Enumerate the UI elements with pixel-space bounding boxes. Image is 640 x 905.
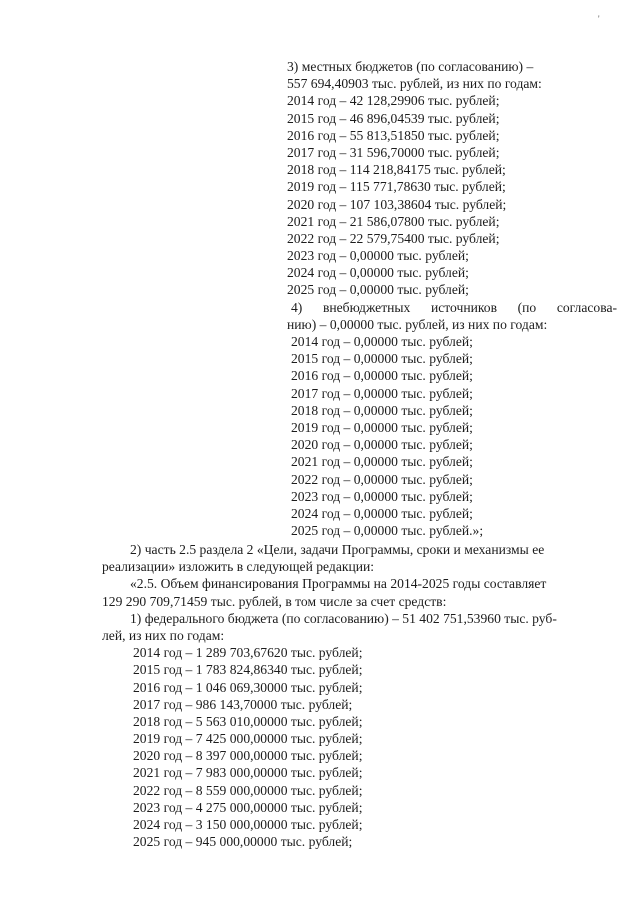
amendment-line: реализации» изложить в следующей редакции: bbox=[102, 559, 375, 575]
year-line: 2024 год – 3 150 000,00000 тыс. рублей; bbox=[133, 817, 363, 832]
year-line: 2023 год – 0,00000 тыс. рублей; bbox=[291, 488, 473, 504]
local-budget-total: 557 694,40903 тыс. рублей, из них по годам: bbox=[287, 76, 542, 92]
year-line: 2022 год – 22 579,75400 тыс. рублей; bbox=[287, 230, 500, 246]
year-line: 2020 год – 107 103,38604 тыс. рублей; bbox=[287, 196, 507, 212]
extrabudget-total: нию) – 0,00000 тыс. рублей, из них по годам: bbox=[287, 316, 548, 332]
year-line: 2017 год – 31 596,70000 тыс. рублей; bbox=[287, 144, 500, 160]
federal-budget-years bbox=[102, 644, 622, 850]
year-line: 2016 год – 55 813,51850 тыс. рублей; bbox=[287, 127, 500, 143]
year-line: 2022 год – 8 559 000,00000 тыс. рублей; bbox=[133, 782, 363, 798]
amendment-line: 129 290 709,71459 тыс. рублей, в том числе за счет средств: bbox=[102, 593, 447, 609]
year-line: 2024 год – 0,00000 тыс. рублей; bbox=[287, 265, 469, 281]
year-line: 2020 год – 8 397 000,00000 тыс. рублей; bbox=[133, 748, 363, 764]
year-line: 2023 год – 4 275 000,00000 тыс. рублей; bbox=[133, 799, 363, 815]
year-line: 2015 год – 1 783 824,86340 тыс. рублей; bbox=[133, 662, 363, 678]
local-and-extrabudget-block bbox=[287, 58, 617, 539]
year-line: 2016 год – 1 046 069,30000 тыс. рублей; bbox=[133, 679, 363, 695]
federal-budget-heading: 1) федерального бюджета (по согласованию) – 51 402 751,53960 тыс. руб- bbox=[130, 610, 557, 626]
amendment-line: «2.5. Объем финансирования Программы на 2014-2025 годы составляет bbox=[130, 576, 547, 592]
year-line: 2023 год – 0,00000 тыс. рублей; bbox=[287, 248, 469, 264]
year-line: 2014 год – 42 128,29906 тыс. рублей; bbox=[287, 93, 500, 109]
year-line: 2024 год – 0,00000 тыс. рублей; bbox=[291, 505, 473, 521]
amendment-block bbox=[102, 541, 622, 850]
year-line: 2021 год – 21 586,07800 тыс. рублей; bbox=[287, 213, 500, 229]
extrabudget-years bbox=[287, 333, 617, 539]
year-line: 2021 год – 7 983 000,00000 тыс. рублей; bbox=[133, 765, 363, 781]
year-line: 2017 год – 0,00000 тыс. рублей; bbox=[291, 385, 473, 401]
extrabudget-heading: 4) внебюджетных источников (по согласова- bbox=[291, 299, 617, 315]
year-line: 2019 год – 0,00000 тыс. рублей; bbox=[291, 419, 473, 435]
year-line: 2018 год – 114 218,84175 тыс. рублей; bbox=[287, 162, 506, 178]
year-line: 2025 год – 0,00000 тыс. рублей; bbox=[287, 282, 469, 298]
federal-budget-subheading: лей, из них по годам: bbox=[102, 627, 225, 643]
year-line: 2019 год – 115 771,78630 тыс. рублей; bbox=[287, 179, 506, 195]
year-line: 2019 год – 7 425 000,00000 тыс. рублей; bbox=[133, 731, 363, 747]
year-line: 2015 год – 46 896,04539 тыс. рублей; bbox=[287, 110, 500, 126]
scan-mark: ' bbox=[598, 14, 600, 24]
local-budget-heading: 3) местных бюджетов (по согласованию) – bbox=[287, 59, 534, 74]
year-line: 2014 год – 1 289 703,67620 тыс. рублей; bbox=[133, 645, 363, 661]
local-budget-years bbox=[287, 92, 617, 298]
year-line: 2016 год – 0,00000 тыс. рублей; bbox=[291, 368, 473, 384]
year-line: 2021 год – 0,00000 тыс. рублей; bbox=[291, 454, 473, 470]
amendment-line: 2) часть 2.5 раздела 2 «Цели, задачи Программы, сроки и механизмы ее bbox=[130, 542, 545, 557]
year-line: 2025 год – 945 000,00000 тыс. рублей; bbox=[133, 834, 353, 850]
year-line: 2018 год – 0,00000 тыс. рублей; bbox=[291, 402, 473, 418]
year-line: 2022 год – 0,00000 тыс. рублей; bbox=[291, 471, 473, 487]
year-line: 2017 год – 986 143,70000 тыс. рублей; bbox=[133, 696, 353, 712]
year-line: 2015 год – 0,00000 тыс. рублей; bbox=[291, 351, 473, 367]
year-line: 2020 год – 0,00000 тыс. рублей; bbox=[291, 437, 473, 453]
year-line: 2025 год – 0,00000 тыс. рублей.»; bbox=[291, 523, 484, 539]
year-line: 2018 год – 5 563 010,00000 тыс. рублей; bbox=[133, 713, 363, 729]
year-line: 2014 год – 0,00000 тыс. рублей; bbox=[291, 334, 473, 349]
